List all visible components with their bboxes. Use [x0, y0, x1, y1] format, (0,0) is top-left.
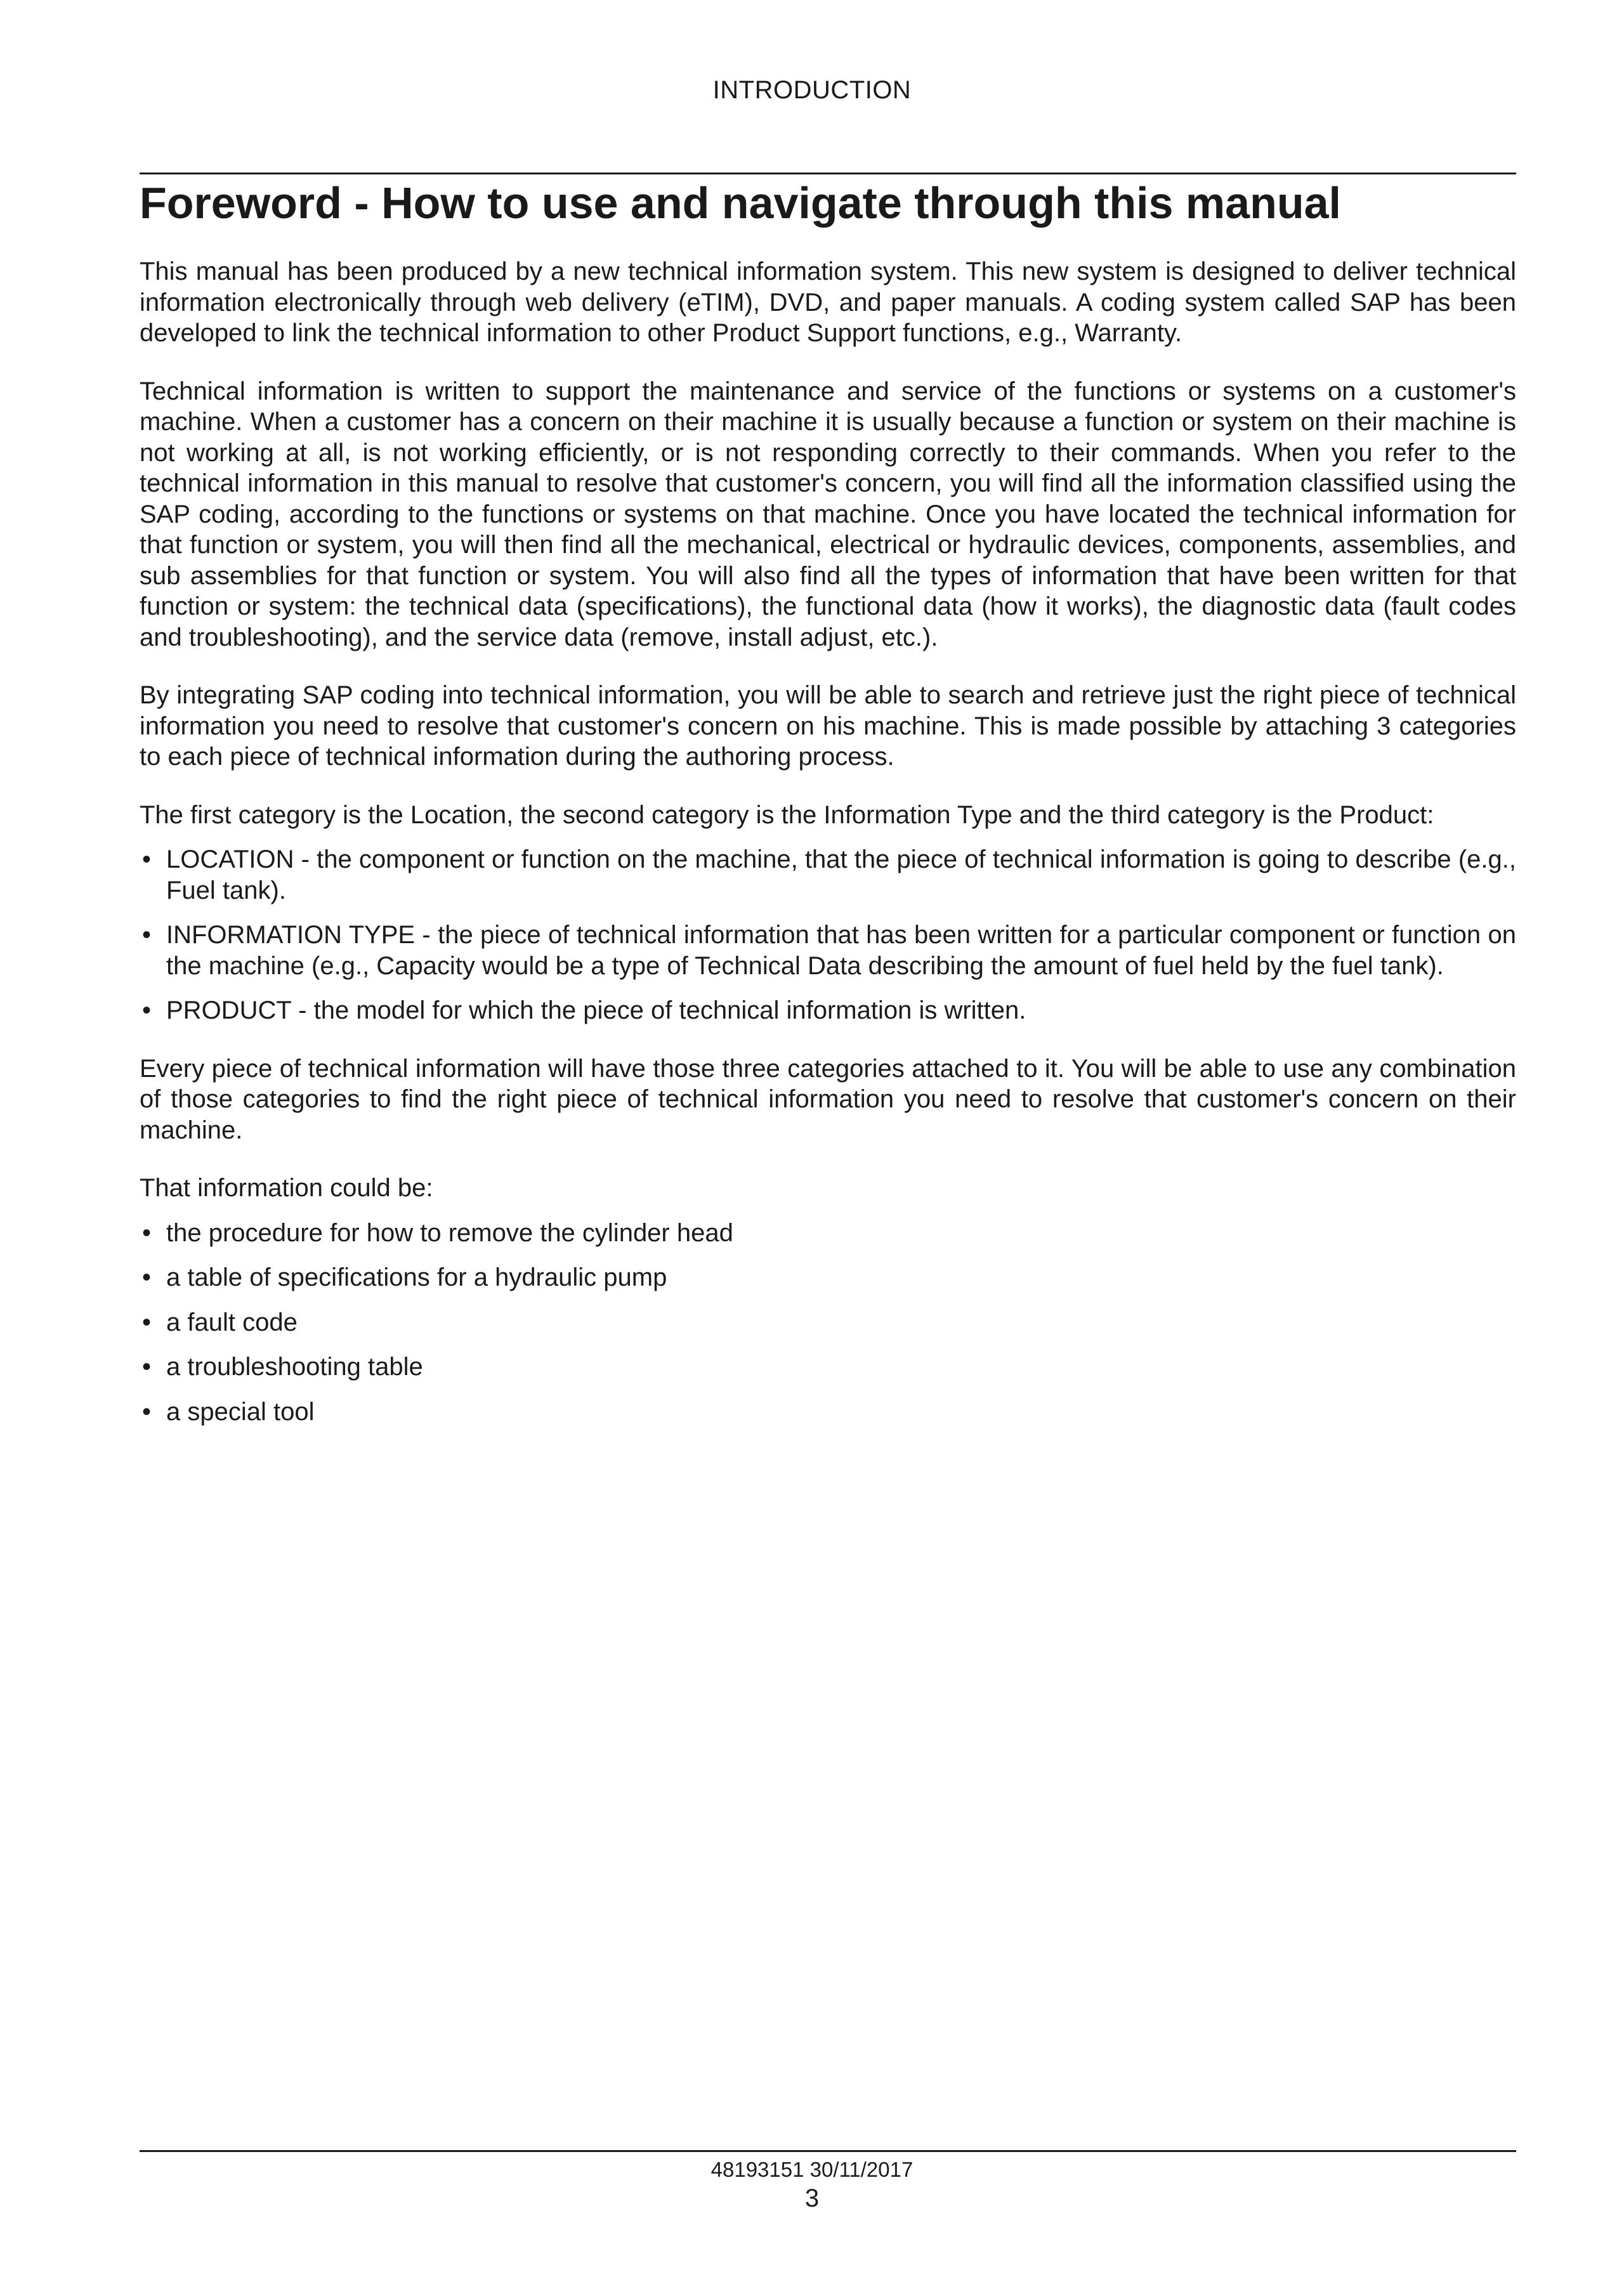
list-item — [140, 1307, 1516, 1338]
list-item — [140, 1352, 1516, 1383]
list-item-text: LOCATION - the component or function on the machine, that the piece of technical information is going to describe (e.g., Fuel tank). — [166, 845, 1516, 904]
footer-rule — [140, 2150, 1516, 2152]
paragraph-combination: Every piece of technical information will have those three categories attached to it. You will be able to use any combination of those categories to find the right piece of technical information you need to resolve that customer's concern on their machine. — [140, 1054, 1516, 1144]
list-item-text: a special tool — [166, 1397, 315, 1426]
footer-document-reference: 48193151 30/11/2017 — [710, 2158, 914, 2181]
bullet-icon: • — [142, 921, 152, 949]
bullet-icon: • — [142, 1218, 152, 1247]
paragraph-intro: This manual has been produced by a new technical information system. This new system is designed to deliver technical information electronically through web delivery (eTIM), DVD, and paper manuals. A coding system called SAP has been developed to link the technical information to other Product Support functions, e.g., Warranty. — [140, 258, 1516, 347]
bullet-icon: • — [142, 1353, 152, 1381]
list-item — [140, 1218, 1516, 1249]
paragraph-information-could-be: That information could be: — [140, 1174, 433, 1202]
bullet-icon: • — [142, 1308, 152, 1336]
list-item — [140, 920, 1516, 981]
page-number: 3 — [804, 2184, 820, 2212]
list-item-text: PRODUCT - the model for which the piece of technical information is written. — [166, 996, 1026, 1024]
list-item-text: a troubleshooting table — [166, 1353, 423, 1381]
category-bullet-list — [140, 844, 1516, 1026]
bullet-icon: • — [142, 996, 152, 1024]
page-content — [140, 176, 1516, 1454]
bullet-icon: • — [142, 1263, 152, 1291]
list-item-text: the procedure for how to remove the cylinder head — [166, 1218, 733, 1247]
paragraph-technical-information: Technical information is written to support the maintenance and service of the functions or systems on a customer's machine. When a customer has a concern on their machine it is usually because a function or system on their machine is not working at all, is not working efficiently, or is not responding correctly to their commands. When you refer to the technical information in this manual to resolve that customer's concern, you will find all the information classified using the SAP coding, according to the functions or systems on that machine. Once you have located the technical information for that function or system, you will then find all the mechanical, electrical or hydraulic devices, components, assemblies, and sub assemblies for that function or system. You will also find all the types of information that have been written for that function or system: the technical data (specifications), the functional data (how it works), the diagnostic data (fault codes and troubleshooting), and the service data (remove, install adjust, etc.). — [140, 377, 1516, 651]
list-item-text: a table of specifications for a hydraulic pump — [166, 1263, 667, 1291]
list-item — [140, 844, 1516, 906]
list-item-text: a fault code — [166, 1308, 298, 1336]
paragraph-categories-intro: The first category is the Location, the second category is the Information Type and the third category is the Product: — [140, 800, 1434, 829]
paragraph-sap-coding: By integrating SAP coding into technical information, you will be able to search and retrieve just the right piece of technical information you need to resolve that customer's concern on his machine. This is made possible by attaching 3 categories to each piece of technical information during the authoring process. — [140, 681, 1516, 771]
page-title: Foreword - How to use and navigate through this manual — [140, 178, 1341, 228]
bullet-icon: • — [142, 845, 152, 873]
header-rule — [140, 173, 1516, 174]
bullet-icon: • — [142, 1397, 152, 1426]
example-bullet-list — [140, 1218, 1516, 1428]
page-header-section: INTRODUCTION — [712, 76, 912, 104]
list-item — [140, 995, 1516, 1026]
list-item — [140, 1397, 1516, 1428]
list-item — [140, 1262, 1516, 1293]
list-item-text: INFORMATION TYPE - the piece of technical information that has been written for a particular component or function on the machine (e.g., Capacity would be a type of Technical Data describing the amount of fuel held by the fuel tank). — [166, 921, 1516, 980]
